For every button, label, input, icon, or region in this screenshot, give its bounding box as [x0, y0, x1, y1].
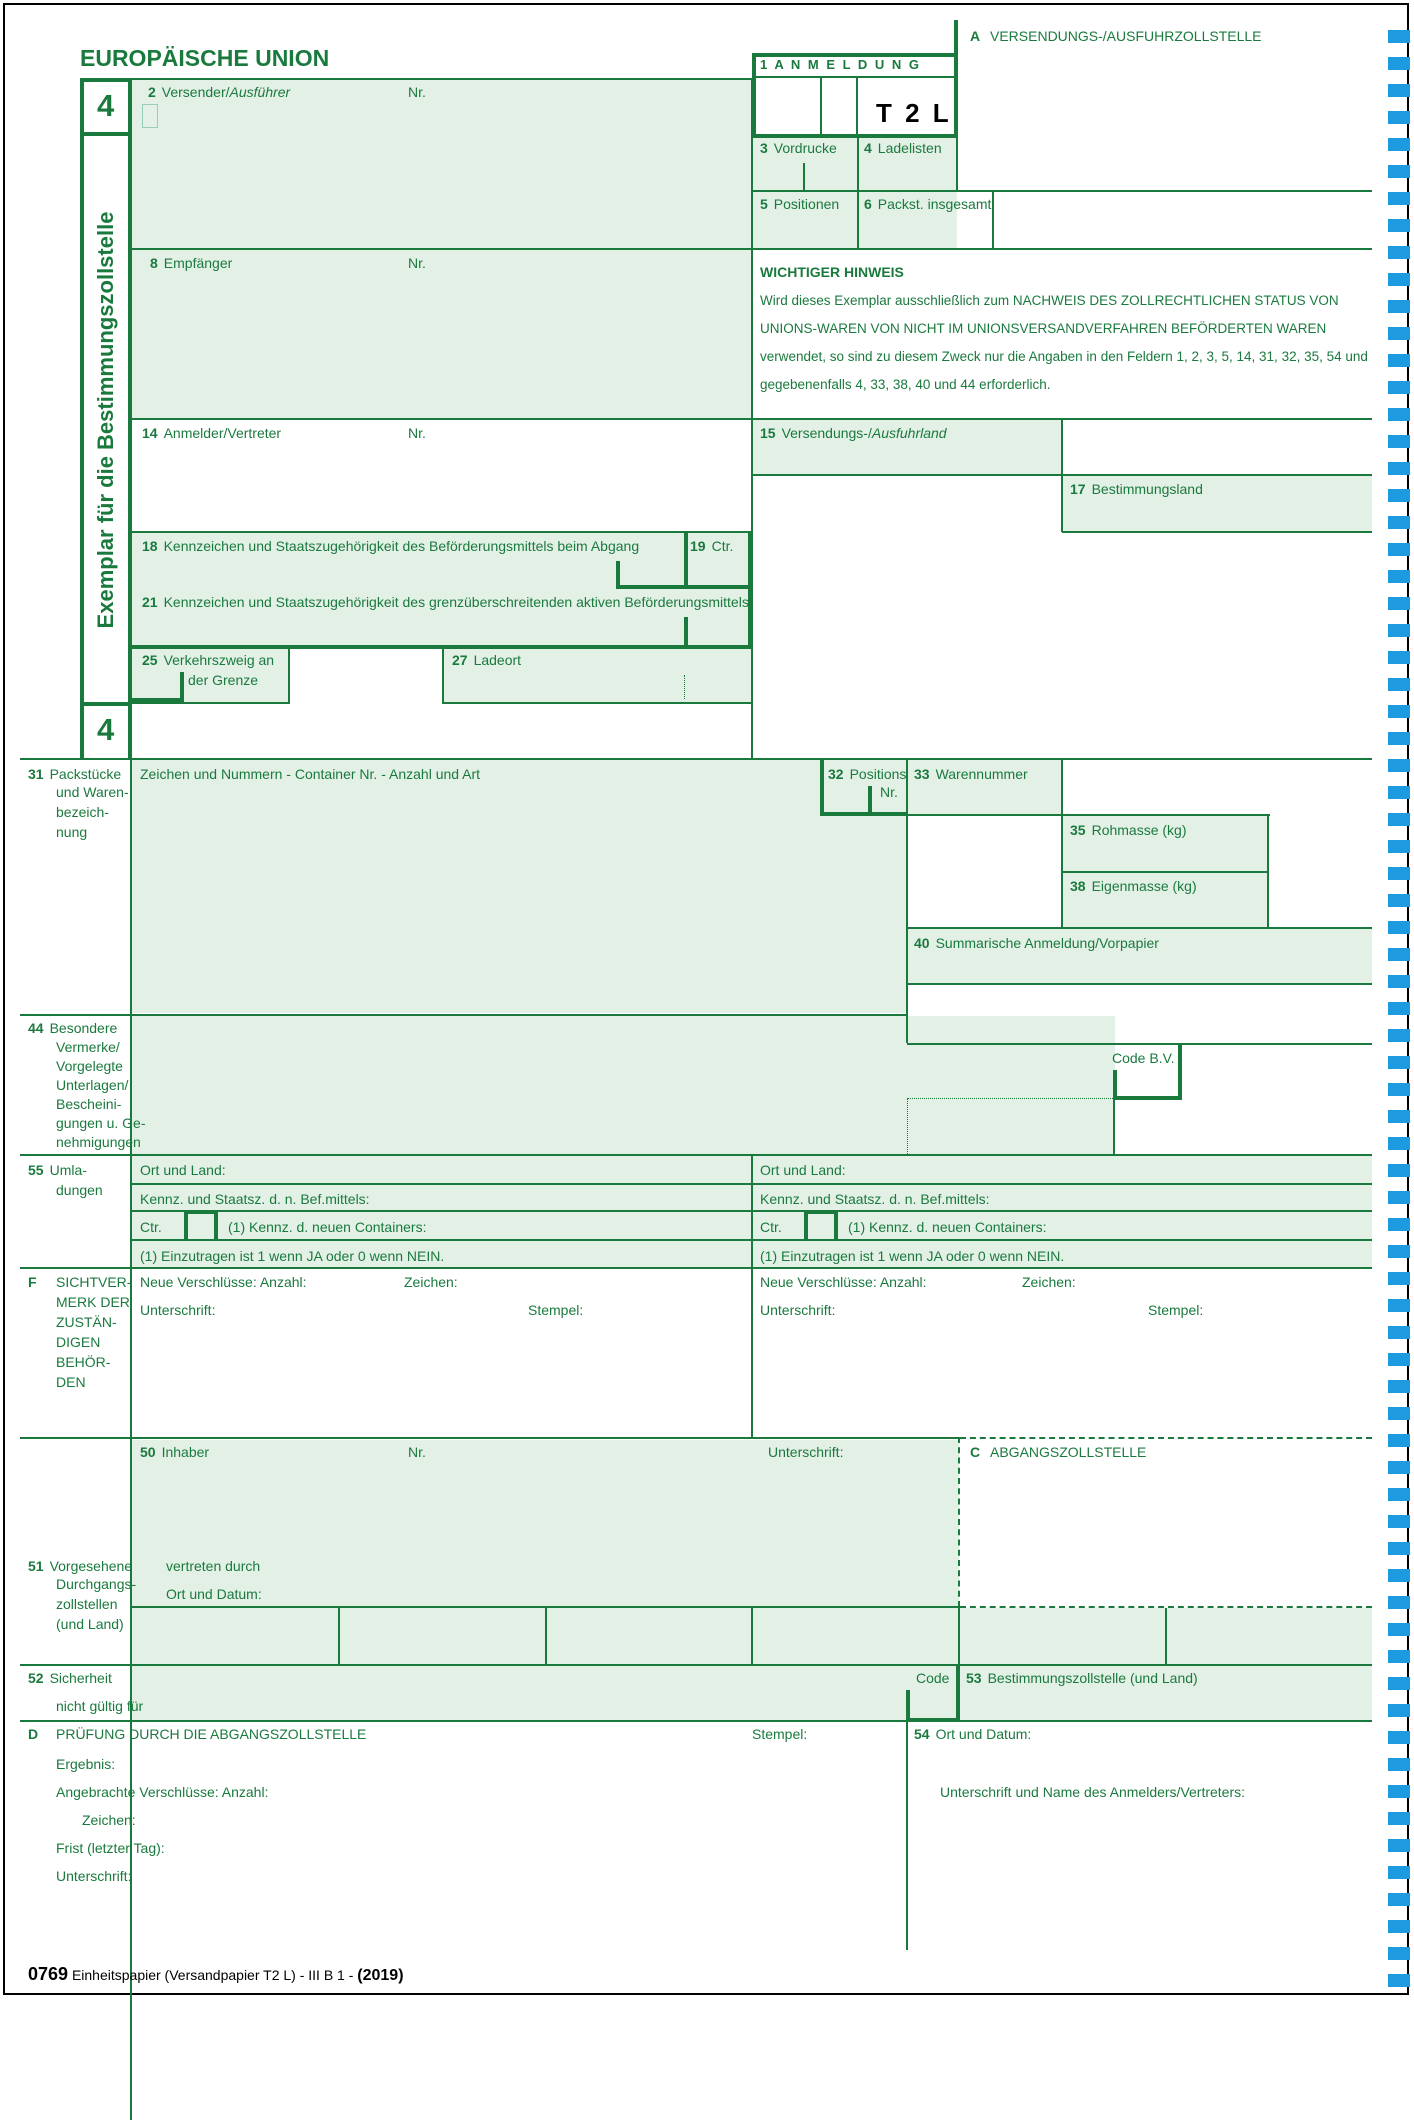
ort-datum-50: Ort und Datum:: [166, 1586, 262, 1602]
d-title: PRÜFUNG DURCH DIE ABGANGSZOLLSTELLE: [56, 1726, 367, 1742]
perforation-mark: [1388, 1812, 1410, 1825]
field-54-label: 54 Ort und Datum:: [914, 1726, 1032, 1742]
line-418: [128, 418, 1372, 420]
box-c-top: [960, 1437, 1372, 1439]
box1-div1: [820, 78, 822, 136]
perforation-mark: [1388, 354, 1410, 367]
box25-right: [288, 646, 290, 704]
perforation-mark: [1388, 894, 1410, 907]
line-box4-right: [956, 137, 958, 191]
field-32-label: 32 Positions: [828, 766, 907, 782]
f-l1: SICHTVER-: [56, 1274, 132, 1290]
line-v130: [130, 758, 132, 2120]
box51-d2: [545, 1608, 547, 1664]
ort-land-right: Ort und Land:: [760, 1162, 846, 1178]
perforation-mark: [1388, 759, 1410, 772]
perforation-mark: [1388, 1974, 1410, 1987]
perforation-mark: [1388, 1002, 1410, 1015]
field-31-l3: bezeich-: [56, 804, 109, 820]
field-14-label: 14 Anmelder/Vertreter: [142, 425, 282, 441]
perforation-mark: [1388, 1434, 1410, 1447]
shade-box8: [132, 250, 752, 418]
neue-verschl-left: Neue Verschlüsse: Anzahl:: [140, 1274, 307, 1290]
box32-left: [820, 760, 824, 815]
copy-number-bottom: 4: [97, 712, 115, 747]
field-51-l3: zollstellen: [56, 1596, 118, 1612]
codebv-bottom: [1113, 1096, 1182, 1100]
perforation-mark: [1388, 921, 1410, 934]
perforation-mark: [1388, 435, 1410, 448]
box19-left: [684, 531, 688, 587]
line-1437: [20, 1437, 960, 1439]
vertreten: vertreten durch: [166, 1558, 261, 1574]
perforation-mark: [1388, 651, 1410, 664]
codebv-right: [1178, 1043, 1182, 1100]
perforation-mark: [1388, 1650, 1410, 1663]
perforation-mark: [1388, 543, 1410, 556]
field-2-label: 2 Versender/Ausführer: [148, 84, 291, 100]
footer-year: (2019): [357, 1967, 404, 1984]
field-55-label: 55 Umla-: [28, 1162, 87, 1178]
field-4-label: 4 Ladelisten: [864, 140, 942, 156]
unterschrift-right: Unterschrift:: [760, 1302, 836, 1318]
field-33-label: 33 Warennummer: [914, 766, 1028, 782]
field-31-label: 31 Packstücke: [28, 766, 122, 782]
perforation-mark: [1388, 1623, 1410, 1636]
box-a-letter: A: [970, 28, 981, 44]
perforation-mark: [1388, 1596, 1410, 1609]
field-6-label: 6 Packst. insgesamt: [864, 196, 992, 212]
field-52-l2: nicht gültig für: [56, 1698, 144, 1714]
code-bv-label: Code B.V.: [1112, 1050, 1175, 1066]
box21-tick: [684, 617, 688, 647]
box33-right: [1061, 760, 1063, 928]
field-52-label: 52 Sicherheit: [28, 1670, 112, 1686]
kennz-left: Kennz. und Staatsz. d. n. Bef.mittels:: [140, 1191, 370, 1207]
perforation-mark: [1388, 678, 1410, 691]
line-box6-right: [992, 191, 994, 248]
perforation-mark: [1388, 867, 1410, 880]
box44-inner-right: [1113, 1096, 1115, 1154]
box35-bottom: [1062, 871, 1269, 873]
perforation-mark: [1388, 597, 1410, 610]
box25-tick2: [132, 698, 184, 702]
perforation-mark: [1388, 624, 1410, 637]
line-1014: [20, 1014, 908, 1016]
line-15-right: [1061, 418, 1063, 532]
d-unterschrift: Unterschrift:: [56, 1868, 132, 1884]
perforation-mark: [1388, 570, 1410, 583]
ort-land-left: Ort und Land:: [140, 1162, 226, 1178]
line-531: [1062, 531, 1372, 533]
perforation-mark: [1388, 732, 1410, 745]
field-2-checkbox[interactable]: [142, 104, 158, 128]
field-21-label: 21 Kennzeichen und Staatszugehörigkeit des grenzüberschreitenden aktiven Beförderungsmittels: [142, 594, 749, 610]
ctr-right: Ctr.: [760, 1219, 782, 1235]
field-25-label: 25 Verkehrszweig an: [142, 652, 275, 668]
perforation-mark: [1388, 948, 1410, 961]
line-v751-55: [751, 1154, 753, 1438]
frist: Frist (letzter Tag):: [56, 1840, 165, 1856]
box51-d5: [1165, 1608, 1167, 1664]
box1-sub: [752, 76, 957, 78]
d-letter: D: [28, 1726, 39, 1742]
perforation-mark: [1388, 813, 1410, 826]
line-1720: [20, 1720, 1372, 1722]
field-3-label: 3 Vordrucke: [760, 140, 837, 156]
field-51-label: 51 Vorgesehene: [28, 1558, 133, 1574]
perforation-mark: [1388, 975, 1410, 988]
ctr-box2-l: [804, 1210, 808, 1241]
field-44-l4: Unterlagen/: [56, 1077, 129, 1093]
field-8-label: 8 Empfänger: [150, 255, 233, 271]
perforation-mark: [1388, 219, 1410, 232]
ctr-box1-r: [214, 1210, 218, 1241]
perforation-mark: [1388, 381, 1410, 394]
perforation-mark: [1388, 1893, 1410, 1906]
left-col-top: [80, 78, 132, 82]
line-758: [20, 758, 1372, 760]
perforation-mark: [1388, 138, 1410, 151]
field-50-unt: Unterschrift:: [768, 1444, 844, 1460]
copy-number-top: 4: [97, 88, 115, 123]
f-l3: ZUSTÄN-: [56, 1314, 117, 1330]
line-1664: [20, 1664, 1372, 1666]
kennz-right: Kennz. und Staatsz. d. n. Bef.mittels:: [760, 1191, 990, 1207]
field-38-label: 38 Eigenmasse (kg): [1070, 878, 1197, 894]
line-1154: [20, 1154, 1372, 1156]
perforation-mark: [1388, 1353, 1410, 1366]
field-35-label: 35 Rohmasse (kg): [1070, 822, 1187, 838]
footer-code: 0769: [28, 1964, 69, 1984]
f-l6: DEN: [56, 1374, 86, 1390]
field-25-label2: der Grenze: [188, 672, 259, 688]
perforation-mark: [1388, 1677, 1410, 1690]
box19-right: [748, 531, 752, 649]
shade-box31: [132, 760, 907, 1013]
c-title: ABGANGSZOLLSTELLE: [990, 1444, 1147, 1460]
perforation-mark: [1388, 1758, 1410, 1771]
perforation-mark: [1388, 840, 1410, 853]
f-l4: DIGEN: [56, 1334, 101, 1350]
box19-bottom: [616, 585, 752, 589]
perforation-mark: [1388, 1299, 1410, 1312]
shade-box2: [132, 80, 752, 248]
perforation-mark: [1388, 273, 1410, 286]
field-44-l6: gungen u. Ge-: [56, 1115, 146, 1131]
field-2-nr: Nr.: [408, 84, 426, 100]
box-a-title: VERSENDUNGS-/AUSFUHRZOLLSTELLE: [990, 28, 1262, 44]
perforation-mark: [1388, 1110, 1410, 1123]
stempel-left: Stempel:: [528, 1302, 584, 1318]
box1-title: 1 A N M E L D U N G: [760, 57, 922, 72]
field-40-label: 40 Summarische Anmeldung/Vorpapier: [914, 935, 1159, 951]
perforation-mark: [1388, 705, 1410, 718]
perforation-mark: [1388, 84, 1410, 97]
d-zeichen: Zeichen:: [82, 1812, 136, 1828]
perforation-mark: [1388, 1056, 1410, 1069]
perforation-mark: [1388, 1164, 1410, 1177]
zeichen-left: Zeichen:: [404, 1274, 458, 1290]
line-248: [128, 248, 1372, 250]
field-51-l2: Durchgangs-: [56, 1576, 137, 1592]
ctr-box2-r: [834, 1210, 838, 1241]
zeichen-right: Zeichen:: [1022, 1274, 1076, 1290]
code-52: Code: [916, 1670, 950, 1686]
perforation-mark: [1388, 1542, 1410, 1555]
box1-div2: [856, 78, 858, 136]
box18-tick: [616, 561, 620, 589]
box40-bottom: [907, 983, 1372, 985]
perforation-mark: [1388, 300, 1410, 313]
perforation-mark: [1388, 30, 1410, 43]
perforation-mark: [1388, 1785, 1410, 1798]
line-907: [906, 758, 908, 1043]
perforation-mark: [1388, 1839, 1410, 1852]
perforation-mark: [1388, 1488, 1410, 1501]
ergebnis: Ergebnis:: [56, 1756, 116, 1772]
perforation-mark: [1388, 1218, 1410, 1231]
f-l2: MERK DER: [56, 1294, 130, 1310]
box27-left: [442, 646, 444, 704]
perforation-mark: [1388, 1137, 1410, 1150]
box32-tick: [868, 786, 872, 814]
line-under-box3: [752, 190, 1372, 192]
perforation-mark: [1388, 1866, 1410, 1879]
left-col-line: [80, 78, 84, 758]
box44-dot: [907, 1098, 1113, 1099]
perforation-mark: [1388, 516, 1410, 529]
field-50-label: 50 Inhaber: [140, 1444, 210, 1460]
field-53-label: 53 Bestimmungszollstelle (und Land): [966, 1670, 1198, 1686]
perforation-mark: [1388, 1569, 1410, 1582]
field-31-l4: nung: [56, 824, 88, 840]
perforation-mark: [1388, 246, 1410, 259]
box1-value: T 2 L: [876, 98, 952, 128]
box51-d4: [958, 1608, 960, 1664]
field-44-l7: nehmigungen: [56, 1134, 141, 1150]
perforation-mark: [1388, 1407, 1410, 1420]
line-box3-div: [857, 137, 859, 248]
neue-verschl-right: Neue Verschlüsse: Anzahl:: [760, 1274, 927, 1290]
box27-dot: [684, 675, 685, 699]
box1-bottom: [752, 134, 957, 138]
box27-bottom: [442, 702, 752, 704]
perforation-mark: [1388, 57, 1410, 70]
perforation-mark: [1388, 489, 1410, 502]
union-title: EUROPÄISCHE UNION: [80, 45, 330, 71]
box44-dotv: [907, 1098, 908, 1154]
perforation-mark: [1388, 1380, 1410, 1393]
field-44-l2: Vermerke/: [56, 1039, 120, 1055]
field-17-label: 17 Bestimmungsland: [1070, 481, 1203, 497]
perforation-mark: [1388, 1704, 1410, 1717]
field-8-nr: Nr.: [408, 255, 426, 271]
field-18-label: 18 Kennzeichen und Staatszugehörigkeit des Beförderungsmittels beim Abgang: [142, 538, 640, 554]
perforation-mark: [1388, 1083, 1410, 1096]
box1-right: [954, 20, 958, 137]
field-44-l5: Bescheini-: [56, 1096, 122, 1112]
perforation-mark: [1388, 462, 1410, 475]
perforation-mark: [1388, 1191, 1410, 1204]
line-box3-tick: [803, 163, 805, 191]
line-1043: [907, 1043, 1372, 1045]
perforation-mark: [1388, 165, 1410, 178]
neue-cont-left: (1) Kennz. d. neuen Containers:: [228, 1219, 427, 1235]
perforation-mark: [1388, 786, 1410, 799]
field-44-l3: Vorgelegte: [56, 1058, 123, 1074]
box32-bottom: [820, 812, 908, 816]
box-c-left: [958, 1437, 960, 1607]
field-14-nr: Nr.: [408, 425, 426, 441]
neue-cont-right: (1) Kennz. d. neuen Containers:: [848, 1219, 1047, 1235]
perforation-mark: [1388, 1272, 1410, 1285]
box51-d3: [751, 1608, 753, 1664]
footer: [28, 1966, 404, 1984]
f-l5: BEHÖR-: [56, 1354, 111, 1370]
stempel-right: Stempel:: [1148, 1302, 1204, 1318]
box21-bottom: [128, 645, 752, 649]
box25-bottom: [128, 702, 288, 704]
line-top-box2: [128, 78, 754, 80]
field-50-nr: Nr.: [408, 1444, 426, 1460]
field-31-desc: Zeichen und Nummern - Container Nr. - Anzahl und Art: [140, 766, 481, 782]
ctr-box1-l: [184, 1210, 188, 1241]
field-5-label: 5 Positionen: [760, 196, 840, 212]
perforation-mark: [1388, 408, 1410, 421]
perforation-mark: [1388, 1731, 1410, 1744]
unterschrift-left: Unterschrift:: [140, 1302, 216, 1318]
shade-box44: [132, 1016, 1115, 1154]
einzutragen-right: (1) Einzutragen ist 1 wenn JA oder 0 wenn NEIN.: [760, 1248, 1065, 1264]
perforation-mark: [1388, 192, 1410, 205]
line-v907-d: [906, 1720, 908, 1950]
field-32-l2: Nr.: [880, 784, 898, 800]
perforation-mark: [1388, 1947, 1410, 1960]
perforation-mark: [1388, 327, 1410, 340]
field-19-label: 19 Ctr.: [690, 538, 734, 554]
perforation-mark: [1388, 1461, 1410, 1474]
perforation-mark: [1388, 1029, 1410, 1042]
box33-bottom: [907, 814, 1270, 816]
perforation-mark: [1388, 111, 1410, 124]
einzutragen-left: (1) Einzutragen ist 1 wenn JA oder 0 wenn NEIN.: [140, 1248, 445, 1264]
field-27-label: 27 Ladeort: [452, 652, 522, 668]
shade-box50: [132, 1440, 959, 1606]
perforation-mark: [1388, 1326, 1410, 1339]
c-letter: C: [970, 1444, 981, 1460]
angebracht: Angebrachte Verschlüsse: Anzahl:: [56, 1784, 269, 1800]
box38-bottom: [907, 927, 1372, 929]
f-letter: F: [28, 1274, 37, 1290]
perforation-mark: [1388, 1920, 1410, 1933]
field-15-label: 15 Versendungs-/Ausfuhrland: [760, 425, 947, 441]
vertical-title: Exemplar für die Bestimmungszollstelle: [93, 211, 118, 629]
ctr-left: Ctr.: [140, 1219, 162, 1235]
line-1267: [20, 1267, 1372, 1269]
field-44-label: 44 Besondere: [28, 1020, 118, 1036]
notice-text: Wird dieses Exemplar ausschließlich zum NACHWEIS DES ZOLLRECHTLICHEN STATUS VON UNIONS-WAREN VON NICHT IM UNIONSVERSANDVERFAHREN BEFÖRDERTEN WAREN verwendet, so sind zu diesem Zweck nur die Angaben in den Feldern 1, 2, 3, 5, 14, 31, 32, 35, 54 und gegebenenfalls 4, 33, 38, 40 und 44 erforderlich.: [760, 293, 1368, 392]
d-stempel: Stempel:: [752, 1726, 808, 1742]
footer-text: Einheitspapier (Versandpapier T2 L) - III B 1 -: [71, 1967, 354, 1983]
ctr-box2-t: [804, 1210, 838, 1214]
perforation-mark: [1388, 1245, 1410, 1258]
field-51-l4: (und Land): [56, 1616, 124, 1632]
field-55-l2: dungen: [56, 1182, 103, 1198]
line-531b: [128, 531, 752, 533]
box51-d1: [338, 1608, 340, 1664]
field-54-sig: Unterschrift und Name des Anmelders/Vertreters:: [940, 1784, 1246, 1800]
left-col-sep1: [80, 132, 132, 136]
perforation-mark: [1388, 1515, 1410, 1528]
code52-right: [956, 1664, 960, 1722]
left-col-sep2: [80, 702, 132, 706]
notice-title: WICHTIGER HINWEIS: [760, 264, 904, 280]
field-31-l2: und Waren-: [56, 784, 129, 800]
ctr-box1-t: [184, 1210, 218, 1214]
